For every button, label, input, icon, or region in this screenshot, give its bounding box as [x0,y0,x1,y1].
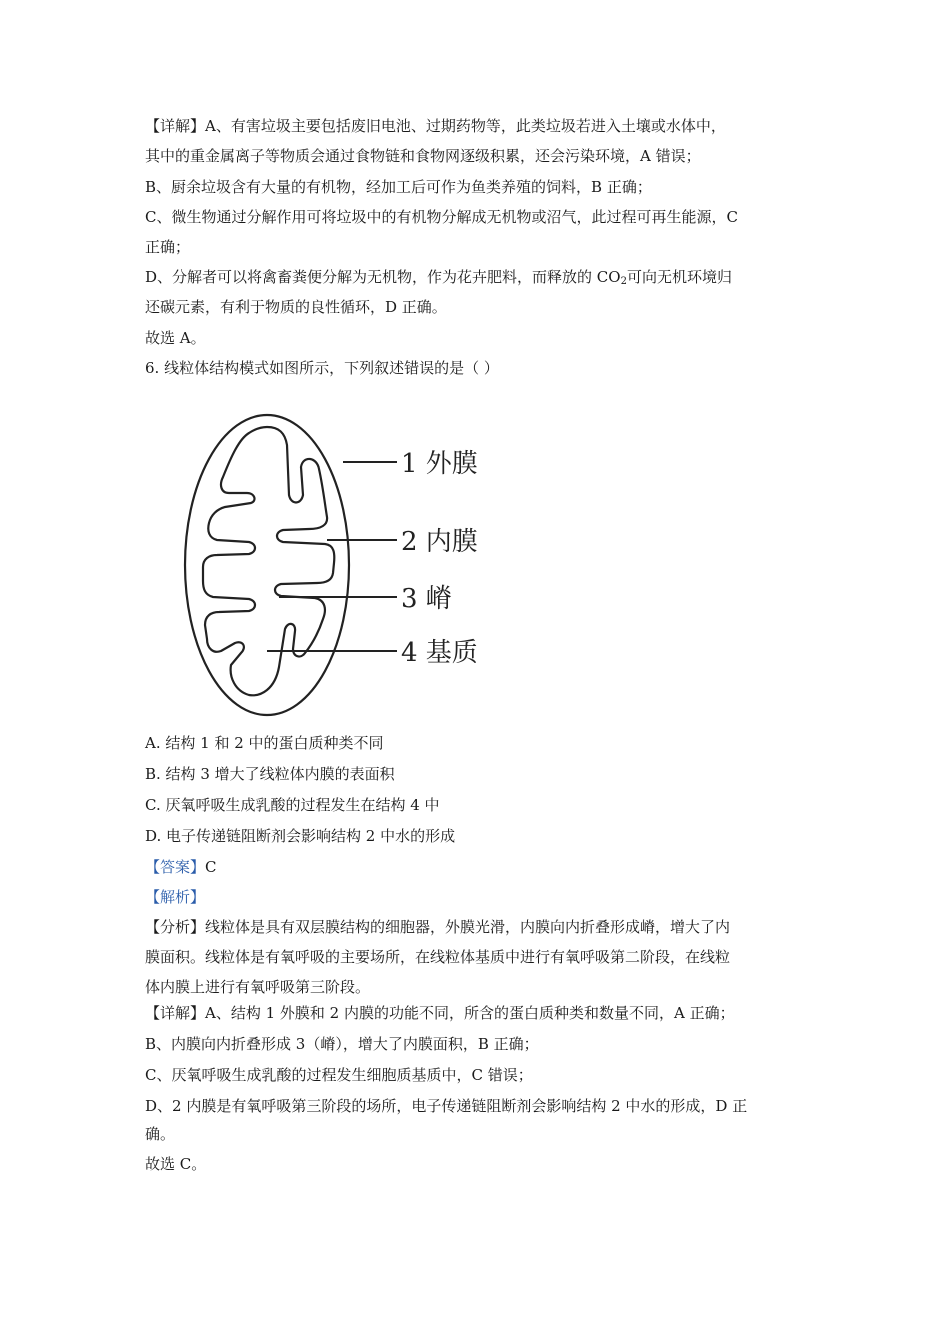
label-outer-membrane: 1 外膜 [401,449,478,479]
prev-detail-line-6-a: D、分解者可以将禽畜粪便分解为无机物，作为花卉肥料，而释放的 CO [145,268,621,286]
label-matrix: 4 基质 [401,638,478,668]
analysis-line-1: 【分析】线粒体是具有双层膜结构的细胞器，外膜光滑，内膜向内折叠形成嵴，增大了内 [145,918,731,936]
answer-tag: 【答案】 [145,858,206,876]
prev-detail-line-3: B、厨余垃圾含有大量的有机物，经加工后可作为鱼类养殖的饲料，B 正确； [145,178,652,196]
analysis-line-3: 体内膜上进行有氧呼吸第三阶段。 [145,978,371,996]
option-d: D. 电子传递链阻断剂会影响结构 2 中水的形成 [145,827,456,845]
prev-detail-line-6-b: 可向无机环境归 [626,268,732,286]
option-c: C. 厌氧呼吸生成乳酸的过程发生在结构 4 中 [145,796,440,814]
answer-line [145,857,815,877]
detail-line-1: 【详解】A、结构 1 外膜和 2 内膜的功能不同，所含的蛋白质种类和数量不同，A 正确； [145,1004,735,1022]
mitochondrion-diagram [175,405,505,730]
detail-line-5: 确。 [145,1125,176,1143]
inner-membrane-shape [203,427,334,695]
question-stem: 6. 线粒体结构模式如图所示，下列叙述错误的是（ ） [145,359,499,377]
prev-detail-line-1: 【详解】A、有害垃圾主要包括废旧电池、过期药物等，此类垃圾若进入土壤或水体中， [145,117,726,135]
prev-detail-line-4: C、微生物通过分解作用可将垃圾中的有机物分解成无机物或沼气，此过程可再生能源，C [145,208,738,226]
analysis-line-2: 膜面积。线粒体是有氧呼吸的主要场所，在线粒体基质中进行有氧呼吸第二阶段，在线粒 [145,948,731,966]
prev-detail-line-2: 其中的重金属离子等物质会通过食物链和食物网逐级积累，还会污染环境，A 错误； [145,147,701,165]
option-a: A. 结构 1 和 2 中的蛋白质种类不同 [145,734,384,752]
co2-subscript: 2 [620,276,627,287]
prev-detail-conclusion: 故选 A。 [145,329,206,347]
analysis-tag: 【解析】 [145,888,206,906]
detail-line-4: D、2 内膜是有氧呼吸第三阶段的场所，电子传递链阻断剂会影响结构 2 中水的形成，D 正 [145,1097,748,1115]
prev-detail-line-5: 正确； [145,238,191,256]
label-inner-membrane: 2 内膜 [401,527,478,557]
prev-detail-line-6 [145,267,815,292]
detail-line-2: B、内膜向内折叠形成 3（嵴），增大了内膜面积，B 正确； [145,1035,539,1053]
answer-value: C [205,858,217,876]
detail-conclusion: 故选 C。 [145,1155,207,1173]
option-b: B. 结构 3 增大了线粒体内膜的表面积 [145,765,395,783]
detail-line-3: C、厌氧呼吸生成乳酸的过程发生细胞质基质中，C 错误； [145,1066,533,1084]
label-crista: 3 嵴 [401,584,452,614]
outer-membrane-shape [185,415,349,715]
prev-detail-line-7: 还碳元素，有利于物质的良性循环，D 正确。 [145,298,447,316]
